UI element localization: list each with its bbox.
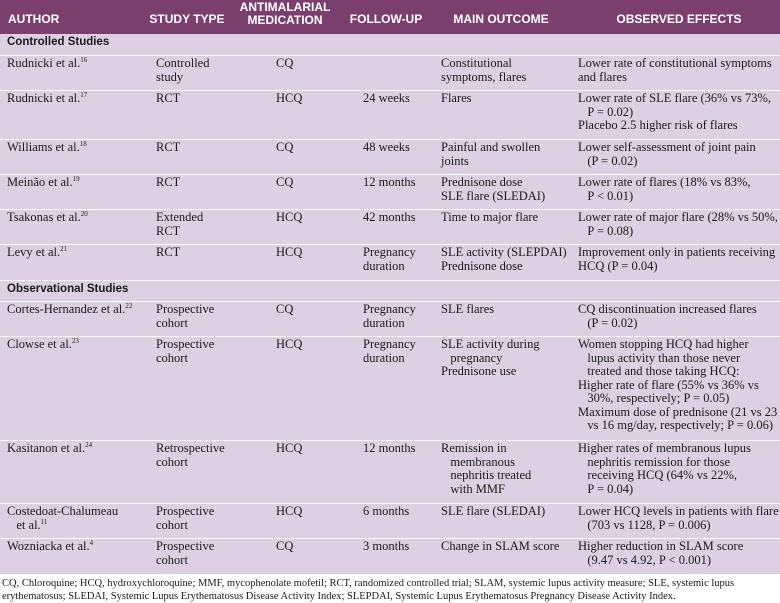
cell-followup: Pregnancy duration xyxy=(363,302,416,330)
cell-main-outcome: SLE flares xyxy=(441,302,495,316)
reference-number: 24 xyxy=(85,440,93,449)
cell-main-outcome: Time to major flare xyxy=(441,210,539,224)
cell-author: Williams et al.$^{18}$ xyxy=(7,139,87,154)
cell-observed-effects: Higher reduction in SLAM score (9.47 vs 4.92, P < 0.001) xyxy=(578,539,744,567)
cell-medication: HCQ xyxy=(276,245,303,259)
cell-observed-effects: Lower rate of major flare (28% vs 50%, P = 0.08) xyxy=(578,210,778,238)
cell-observed-effects: Lower rate of SLE flare (36% vs 73%, P = 0.02) Placebo 2.5 higher risk of flares xyxy=(578,91,771,132)
reference-number: 19 xyxy=(72,174,80,183)
section-controlled-studies: Controlled Studies xyxy=(7,36,110,48)
cell-observed-effects: Lower HCQ levels in patients with flare (703 vs 1128, P = 0.006) xyxy=(578,504,779,532)
cell-study-type: RCT xyxy=(156,175,181,189)
reference-number: 23 xyxy=(71,336,79,345)
cell-author: Tsakonas et al.$^{20}$ xyxy=(7,209,88,224)
cell-followup: 42 months xyxy=(363,210,416,224)
cell-main-outcome: Constitutional symptoms, flares xyxy=(441,56,527,84)
cell-author: Levy et al.$^{21}$ xyxy=(7,244,68,259)
cell-followup: 12 months xyxy=(363,175,416,189)
reference-number: 16 xyxy=(80,55,88,64)
cell-main-outcome: Prednisone dose SLE flare (SLEDAI) xyxy=(441,175,546,203)
reference-number: 22 xyxy=(125,301,133,310)
cell-observed-effects: Improvement only in patients receiving HCQ (P = 0.04) xyxy=(578,245,776,273)
cell-study-type: Extended RCT xyxy=(156,210,204,238)
cell-followup: Pregnancy duration xyxy=(363,245,416,273)
cell-medication: HCQ xyxy=(276,337,303,351)
cell-study-type: RCT xyxy=(156,140,181,154)
cell-study-type: Retrospective cohort xyxy=(156,441,225,469)
header-medication: ANTIMALARIAL MEDICATION xyxy=(239,0,331,27)
cell-main-outcome: Painful and swollen joints xyxy=(441,140,541,168)
reference-number: 17 xyxy=(80,90,88,99)
cell-followup: 6 months xyxy=(363,504,410,518)
header-main-outcome: MAIN OUTCOME xyxy=(453,12,549,26)
table-footnote: CQ, Chloroquine; HCQ, hydroxychloroquine; MMF, mycophenolate mofetil; RCT, randomized controlled trial; SLAM, systemic lupus activity measure; SLE, systemic lupus erythematosus; SLEDAI, Systemic Lupus Erythematosus Disease Activity Index; SLEPDAI, Systemic Lupus Erythematosus Pregnancy Disease Activity Index. xyxy=(2,578,735,602)
cell-observed-effects: Women stopping HCQ had higher lupus activity than those never treated and those taking HCQ: Higher rate of flare (55% vs 36% vs 30%, respectively; P = 0.05) Maximum dose of prednisone (21 vs 23 vs 16 mg/day, respectively; P = 0.06) xyxy=(578,337,778,432)
header-observed-effects: OBSERVED EFFECTS xyxy=(616,12,742,26)
cell-study-type: Prospective cohort xyxy=(156,539,215,567)
cell-observed-effects: Lower self-assessment of joint pain (P = 0.02) xyxy=(578,140,756,168)
cell-medication: CQ xyxy=(276,539,294,553)
reference-number: 18 xyxy=(79,139,87,148)
cell-author: Cortes-Hernandez et al.$^{22}$ xyxy=(7,301,133,316)
cell-medication: HCQ xyxy=(276,210,303,224)
section-observational-studies: Observational Studies xyxy=(7,283,129,295)
cell-main-outcome: Change in SLAM score xyxy=(441,539,560,553)
reference-number: 11 xyxy=(40,517,48,526)
cell-followup: 48 weeks xyxy=(363,140,410,154)
cell-author: Costedoat-Chalumeau et al.$^{11}$ xyxy=(7,504,119,532)
cell-observed-effects: Lower rate of constitutional symptoms and flares xyxy=(578,56,772,84)
header-author: AUTHOR xyxy=(8,12,60,26)
cell-observed-effects: Lower rate of flares (18% vs 83%, P < 0.01) xyxy=(578,175,751,203)
cell-followup: Pregnancy duration xyxy=(363,337,416,365)
cell-medication: HCQ xyxy=(276,91,303,105)
cell-author: Rudnicki et al.$^{16}$ xyxy=(7,55,88,70)
cell-medication: CQ xyxy=(276,302,294,316)
cell-followup: 3 months xyxy=(363,539,410,553)
cell-observed-effects: Higher rates of membranous lupus nephritis remission for those receiving HCQ (64% vs 22%, P = 0.04) xyxy=(578,441,751,496)
header-followup: FOLLOW-UP xyxy=(349,12,423,26)
cell-main-outcome: SLE activity during pregnancy Prednisone use xyxy=(441,337,540,378)
cell-medication: CQ xyxy=(276,140,294,154)
cell-study-type: RCT xyxy=(156,91,181,105)
reference-number: 20 xyxy=(80,209,88,218)
cell-author: Kasitanon et al.$^{24}$ xyxy=(7,440,93,455)
table-header xyxy=(0,0,780,34)
header-study-type: STUDY TYPE xyxy=(149,12,225,26)
row-divider xyxy=(0,280,780,281)
cell-medication: CQ xyxy=(276,175,294,189)
cell-main-outcome: SLE activity (SLEPDAI) Prednisone dose xyxy=(441,245,567,273)
reference-number: 4 xyxy=(89,538,94,547)
cell-followup: 24 weeks xyxy=(363,91,410,105)
cell-medication: HCQ xyxy=(276,441,303,455)
cell-study-type: Prospective cohort xyxy=(156,337,215,365)
cell-study-type: Controlled study xyxy=(156,56,210,84)
reference-number: 21 xyxy=(60,244,68,253)
cell-study-type: RCT xyxy=(156,245,181,259)
cell-author: Wozniacka et al.$^4$ xyxy=(7,538,94,553)
cell-main-outcome: Flares xyxy=(441,91,472,105)
cell-main-outcome: Remission in membranous nephritis treated with MMF xyxy=(441,441,532,496)
cell-study-type: Prospective cohort xyxy=(156,302,215,330)
cell-observed-effects: CQ discontinuation increased flares (P = 0.02) xyxy=(578,302,757,330)
cell-followup: 12 months xyxy=(363,441,416,455)
cell-medication: HCQ xyxy=(276,504,303,518)
cell-main-outcome: SLE flare (SLEDAI) xyxy=(441,504,546,518)
cell-author: Meinão et al.$^{19}$ xyxy=(7,174,80,189)
cell-study-type: Prospective cohort xyxy=(156,504,215,532)
cell-author: Rudnicki et al.$^{17}$ xyxy=(7,90,88,105)
cell-medication: CQ xyxy=(276,56,294,70)
cell-author: Clowse et al.$^{23}$ xyxy=(7,336,79,351)
